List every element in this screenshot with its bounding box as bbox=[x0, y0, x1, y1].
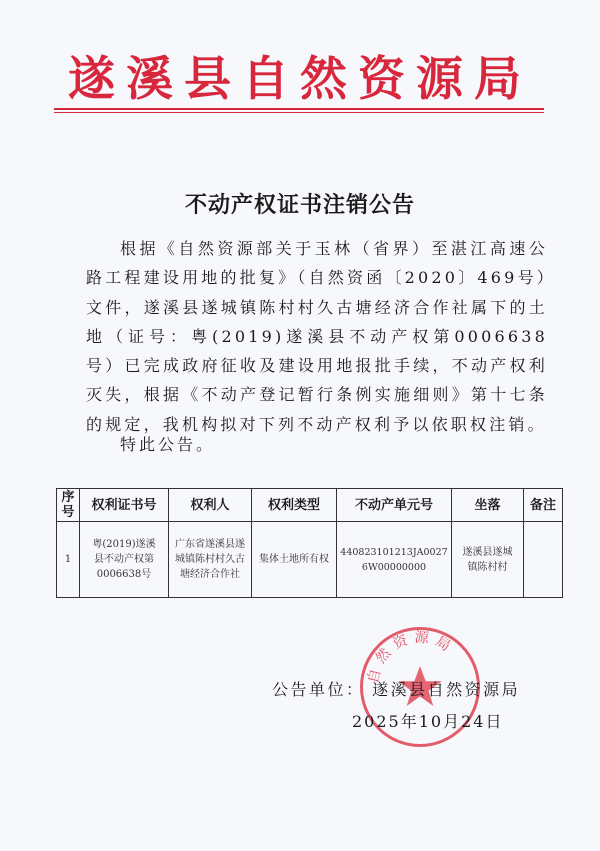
table-header-row bbox=[57, 489, 563, 522]
letterhead-title: 遂溪县自然资源局 bbox=[68, 52, 532, 107]
header-location: 坐落 bbox=[452, 489, 524, 522]
cell-unit-no: 440823101213JA00276W00000000 bbox=[337, 522, 452, 598]
signature-unit-label: 公告单位： bbox=[272, 680, 365, 699]
document-body bbox=[86, 234, 548, 439]
svg-text:自然资源局: 自然资源局 bbox=[365, 630, 458, 685]
body-paragraph: 根据《自然资源部关于玉林（省界）至湛江高速公路工程建设用地的批复》（自然资函〔2020〕469号）文件，遂溪县遂城镇陈村村久古塘经济合作社属下的土地（证号：粤(2019)遂溪县不动产权第0006638号）已完成政府征收及建设用地报批手续，不动产权利灭失，根据《不动产登记暂行条例实施细则》第十七条的规定，我机构拟对下列不动产权利予以依职权注销。 bbox=[86, 239, 548, 434]
document-title: 不动产权证书注销公告 bbox=[184, 192, 415, 218]
signature-unit bbox=[272, 677, 520, 700]
table-row bbox=[57, 522, 563, 598]
cell-certificate-no: 粤(2019)遂溪县不动产权第0006638号 bbox=[80, 522, 169, 598]
header-unit-no: 不动产单元号 bbox=[337, 489, 452, 522]
header-certificate-no: 权利证书号 bbox=[80, 489, 169, 522]
closing-text: 特此公告。 bbox=[120, 435, 216, 454]
cell-right-type: 集体土地所有权 bbox=[252, 522, 337, 598]
cell-location: 遂溪县遂城镇陈村村 bbox=[452, 522, 524, 598]
cell-remark bbox=[524, 522, 563, 598]
cell-right-holder: 广东省遂溪县遂城镇陈村村久古塘经济合作社 bbox=[169, 522, 252, 598]
cancellation-table bbox=[56, 488, 563, 598]
cell-index: 1 bbox=[57, 522, 80, 598]
header-right-type: 权利类型 bbox=[252, 489, 337, 522]
signature-unit-name: 遂溪县自然资源局 bbox=[372, 680, 521, 699]
header-index: 序号 bbox=[57, 489, 80, 522]
letterhead-rule-thin bbox=[54, 112, 544, 113]
header-remark: 备注 bbox=[524, 489, 563, 522]
header-right-holder: 权利人 bbox=[169, 489, 252, 522]
letterhead-rule-thick-ext bbox=[54, 108, 544, 110]
signature-date: 2025年10月24日 bbox=[352, 712, 504, 731]
